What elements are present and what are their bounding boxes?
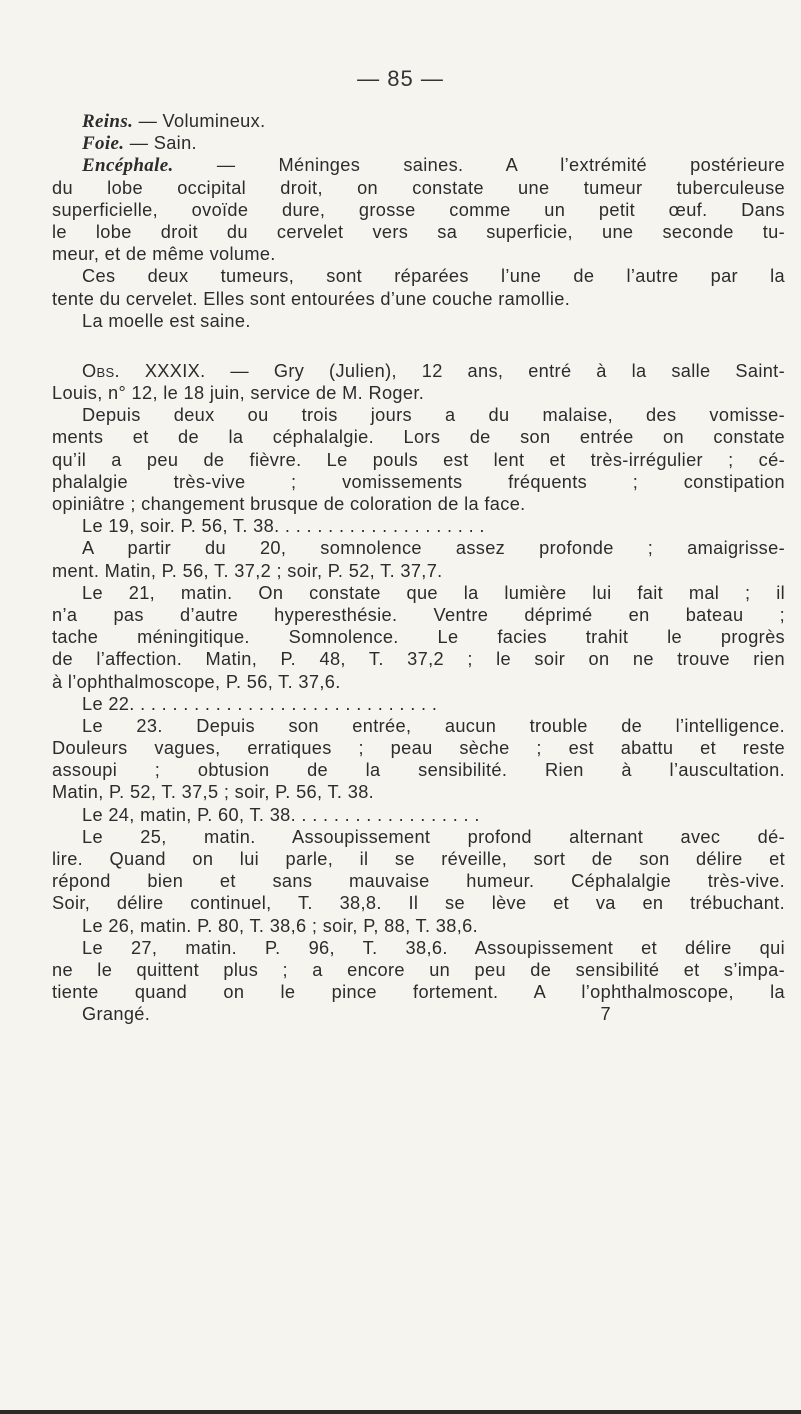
le21-line-5: à l’ophthalmoscope, P. 56, T. 37,6. (52, 671, 341, 692)
obs-lead: Obs. XXXIX. (82, 360, 206, 381)
le20-line-1: A partir du 20, somnolence assez profonde ; amaigrisse- (82, 538, 785, 559)
le24-line: Le 24, matin, P. 60, T. 38. . . . . . . . . . . . . . . . . . (82, 804, 480, 825)
le27-line-1: Le 27, matin. P. 96, T. 38,6. Assoupissement et délire qui (82, 937, 785, 958)
reins-line (52, 110, 785, 132)
moelle-line: La moelle est saine. (82, 310, 251, 331)
depuis-line-2: ments et de la céphalalgie. Lors de son entrée on constate (52, 427, 785, 448)
signature-mark: 7 (600, 1004, 611, 1025)
obs-line-2: Louis, n° 12, le 18 juin, service de M. Roger. (52, 383, 425, 404)
encephale-line-2: du lobe occipital droit, on constate une tumeur tuberculeuse (52, 177, 785, 198)
encephale-line-4: le lobe droit du cervelet vers sa superficie, une seconde tu- (52, 221, 785, 242)
le25-line-3: répond bien et sans mauvaise humeur. Céphalalgie très-vive. (52, 871, 785, 892)
signature-text: Grangé. (82, 1004, 151, 1025)
le26-line: Le 26, matin. P. 80, T. 38,6 ; soir, P, 88, T. 38,6. (82, 915, 479, 936)
encephale-lead: Encéphale. (82, 155, 174, 177)
encephale-line-5: meur, et de même volume. (52, 244, 276, 265)
le21-line-3: tache méningitique. Somnolence. Le facies trahit le progrès (52, 627, 785, 648)
encephale-line-1 (52, 154, 785, 176)
foie-lead: Foie. (82, 133, 125, 155)
page-number: — 85 — (357, 66, 444, 91)
le25-line-4: Soir, délire continuel, T. 38,8. Il se lève et va en trébuchant. (52, 893, 785, 914)
le21-line-4: de l’affection. Matin, P. 48, T. 37,2 ; le soir on ne trouve rien (52, 649, 785, 670)
tumeurs-line-2: tente du cervelet. Elles sont entourées d’une couche ramollie. (52, 288, 571, 309)
encephale-text-1: — Méninges saines. A l’extrémité postérieure (173, 155, 785, 176)
le20-line-2: ment. Matin, P. 56, T. 37,2 ; soir, P. 52, T. 37,7. (52, 560, 443, 581)
obs-line-1 (52, 360, 785, 382)
le23-line-4: Matin, P. 52, T. 37,5 ; soir, P. 56, T. 38. (52, 782, 375, 803)
depuis-line-1: Depuis deux ou trois jours a du malaise, des vomisse- (82, 405, 785, 426)
le27-line-3: tiente quand on le pince fortement. A l’ophthalmoscope, la (52, 982, 785, 1003)
le21-line-1: Le 21, matin. On constate que la lumière lui fait mal ; il (82, 582, 785, 603)
foie-line (52, 132, 785, 154)
le21-line-2: n’a pas d’autre hyperesthésie. Ventre déprimé en bateau ; (52, 604, 785, 625)
depuis-line-5: opiniâtre ; changement brusque de coloration de la face. (52, 494, 526, 514)
section-gap (52, 332, 785, 360)
le27-line-2: ne le quittent plus ; a encore un peu de sensibilité et s’impa- (52, 959, 785, 980)
depuis-line-4: phalalgie très-vive ; vomissements fréquents ; constipation (52, 471, 785, 492)
footer-line (52, 1003, 785, 1025)
page-body (52, 110, 785, 1026)
encephale-line-3: superficielle, ovoïde dure, grosse comme un petit œuf. Dans (52, 199, 785, 220)
reins-lead: Reins. (82, 111, 134, 132)
obs-text-1: — Gry (Julien), 12 ans, entré à la salle Saint- (205, 360, 785, 381)
tumeurs-line-1: Ces deux tumeurs, sont réparées l’une de l’autre par la (82, 266, 785, 287)
le25-line-1: Le 25, matin. Assoupissement profond alternant avec dé- (82, 826, 785, 847)
le23-line-3: assoupi ; obtusion de la sensibilité. Rien à l’auscultation. (52, 760, 785, 781)
le22-line: Le 22. . . . . . . . . . . . . . . . . . . . . . . . . . . . . (82, 693, 438, 714)
reins-text: — Volumineux. (133, 111, 266, 131)
depuis-line-3: qu’il a peu de fièvre. Le pouls est lent et très-irrégulier ; cé- (52, 449, 785, 470)
le23-line-2: Douleurs vagues, erratiques ; peau sèche ; est abattu et reste (52, 738, 785, 759)
le25-line-2: lire. Quand on lui parle, il se réveille, sort de son délire et (52, 849, 785, 869)
foie-text: — Sain. (124, 133, 197, 154)
le23-line-1: Le 23. Depuis son entrée, aucun trouble de l’intelligence. (82, 715, 785, 736)
bottom-rule (0, 1410, 801, 1414)
le19-line: Le 19, soir. P. 56, T. 38. . . . . . . . . . . . . . . . . . . . (82, 516, 485, 537)
